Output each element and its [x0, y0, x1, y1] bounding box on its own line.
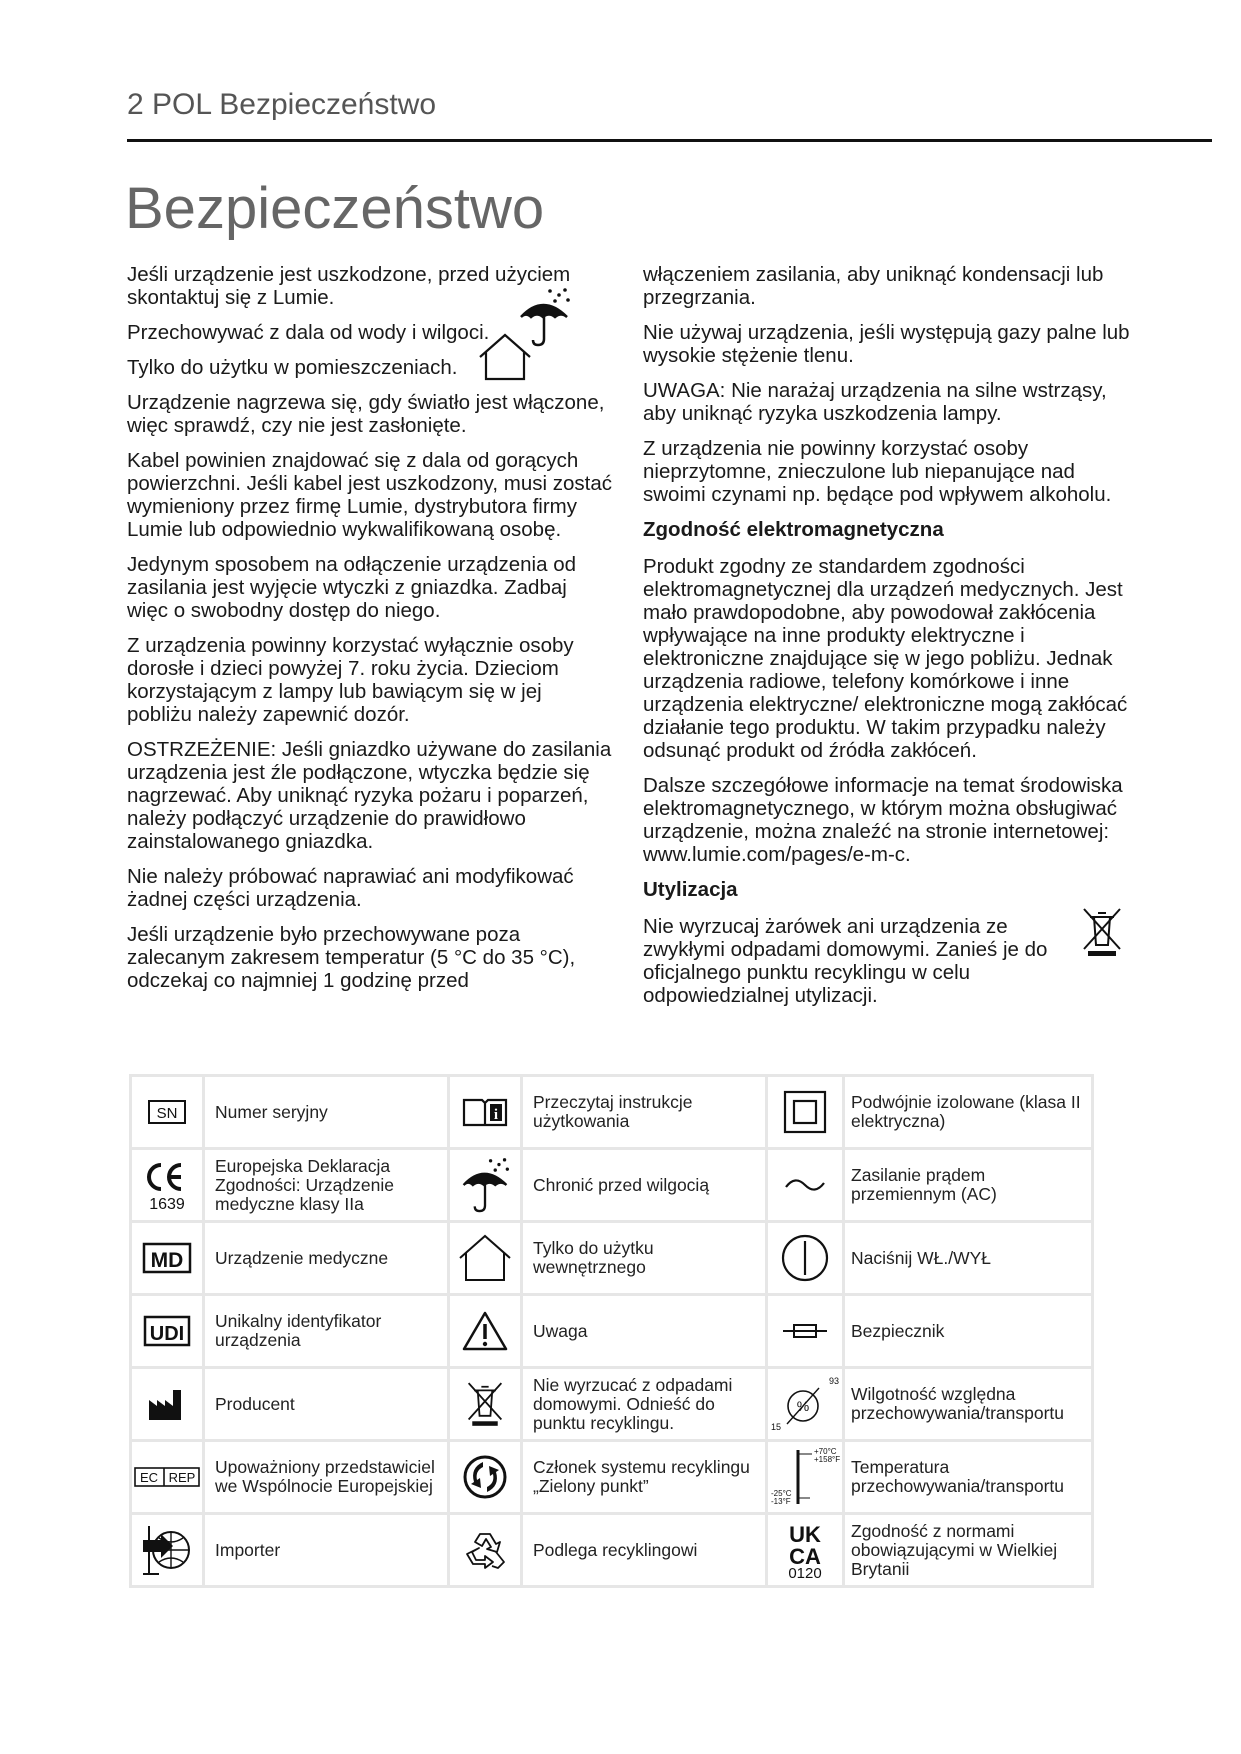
paragraph-text: Przechowywać z dala od wody i wilgoci. — [127, 321, 490, 344]
temp-min-f: -13°F — [771, 1497, 791, 1506]
manufacturer-icon — [147, 1386, 187, 1422]
house-icon — [477, 332, 533, 382]
humidity-min: 15 — [771, 1422, 782, 1432]
symbol-label: Członek systemu recyklingu „Zielony punkt” — [522, 1441, 767, 1514]
symbol-label: Europejska Deklaracja Zgodności: Urządzenie medyczne klasy IIa — [204, 1149, 449, 1222]
temp-min-c: -25°C — [771, 1489, 792, 1498]
paragraph: Urządzenie nagrzewa się, gdy światło jest włączone, więc sprawdź, czy nie jest zasłonięte. — [127, 391, 605, 437]
paragraph — [127, 321, 612, 344]
symbol-cell — [131, 1076, 204, 1149]
table-row — [131, 1222, 1093, 1295]
symbol-label: Unikalny identyfikator urządzenia — [204, 1295, 449, 1368]
symbol-cell — [767, 1514, 844, 1587]
paragraph: włączeniem zasilania, aby uniknąć kondensacji lub przegrzania. — [643, 263, 1104, 309]
paragraph: OSTRZEŻENIE: Jeśli gniazdko używane do zasilania urządzenia jest źle podłączone, wtyczka będzie się nagrzewać. Aby uniknąć ryzyka pożaru i poparzeń, należy podłączyć urządzenie do prawidłowo zainstalowanego gniazdka. — [127, 738, 612, 853]
section-heading-emc: Zgodność elektromagnetyczna — [643, 518, 944, 541]
paragraph: Kabel powinien znajdować się z dala od gorących powierzchni. Jeśli kabel jest uszkodzony, musi zostać wymieniony przez firmę Lumie, dystrybutora firmy Lumie lub odpowiednio wykwalifikowaną osobę. — [127, 449, 612, 541]
symbol-label: Nie wyrzucać z odpadami domowymi. Odnieść do punktu recyklingu. — [522, 1368, 767, 1441]
paragraph: Dalsze szczegółowe informacje na temat środowiska elektromagnetycznego, w którym można obsługiwać urządzenie, można znaleźć na stronie internetowej: www.lumie.com/pages/e-m-c. — [643, 774, 1123, 866]
paragraph: UWAGA: Nie narażaj urządzenia na silne wstrząsy, aby uniknąć ryzyka uszkodzenia lampy. — [643, 379, 1107, 425]
symbol-label: Temperatura przechowywania/transportu — [844, 1441, 1093, 1514]
symbol-label: Producent — [204, 1368, 449, 1441]
symbol-label: Chronić przed wilgocią — [522, 1149, 767, 1222]
serial-number-icon — [147, 1099, 187, 1125]
table-row — [131, 1368, 1093, 1441]
right-column — [643, 263, 1143, 1019]
humidity-max: 93 — [828, 1376, 839, 1386]
table-row — [131, 1295, 1093, 1368]
page-title: Bezpieczeństwo — [125, 176, 545, 241]
symbol-label: Tylko do użytku wewnętrznego — [522, 1222, 767, 1295]
symbols-table — [129, 1074, 1094, 1588]
ukca-mark-icon — [780, 1520, 830, 1580]
section-heading-disposal: Utylizacja — [643, 878, 738, 901]
symbol-label: Urządzenie medyczne — [204, 1222, 449, 1295]
medical-device-icon — [142, 1242, 192, 1274]
md-mark: MD — [150, 1249, 184, 1272]
symbol-cell — [131, 1295, 204, 1368]
weee-bin-icon — [465, 1378, 505, 1430]
house-icon — [457, 1232, 513, 1284]
read-instructions-icon — [461, 1095, 509, 1129]
ce-mark-icon — [137, 1157, 197, 1213]
page-header: 2 POL Bezpieczeństwo — [127, 88, 437, 121]
sn-mark: SN — [156, 1105, 178, 1122]
table-row — [131, 1514, 1093, 1587]
symbol-label: Importer — [204, 1514, 449, 1587]
table-row — [131, 1441, 1093, 1514]
table-row — [131, 1149, 1093, 1222]
paragraph: Jeśli urządzenie jest uszkodzone, przed użyciem skontaktuj się z Lumie. — [127, 263, 571, 309]
ukca-number: 0120 — [788, 1565, 822, 1580]
symbol-cell — [767, 1222, 844, 1295]
paragraph: Produkt zgodny ze standardem zgodności elektromagnetycznej dla urządzeń medycznych. Jest mało prawdopodobne, aby powodował zakłócenia wpływające na inne produkty elektryczne i elektroniczne znajdujące się w jego pobliżu. Jednak urządzenia radiowe, telefony komórkowe i inne urządzenia elektryczne/ elektroniczne mogą zakłócać działanie tego produktu. W takim przypadku należy odsunąć produkt od źródła zakłóceń. — [643, 555, 1128, 762]
ce-number: 1639 — [149, 1196, 185, 1213]
left-column — [127, 263, 612, 1004]
symbol-label: Upoważniony przedstawiciel we Wspólnocie Europejskiej — [204, 1441, 449, 1514]
paragraph: Nie należy próbować naprawiać ani modyfikować żadnej części urządzenia. — [127, 865, 574, 911]
symbol-cell — [449, 1222, 522, 1295]
temp-max-f: +158°F — [814, 1455, 841, 1464]
fuse-icon — [781, 1322, 829, 1340]
symbol-cell — [449, 1441, 522, 1514]
svg-text:UK: UK — [789, 1522, 821, 1547]
paragraph: Z urządzenia powinny korzystać wyłącznie osoby dorosłe i dzieci powyżej 7. roku życia. Dzieciom korzystającym z lampy lub bawiącym się w jej pobliżu należy zapewnić dozór. — [127, 634, 574, 726]
symbol-label: Uwaga — [522, 1295, 767, 1368]
weee-bin-icon — [1080, 907, 1124, 957]
paragraph: Z urządzenia nie powinny korzystać osoby nieprzytomne, znieczulone lub niepanujące nad swoimi czynami np. będące pod wpływem alkoholu. — [643, 437, 1112, 506]
symbol-cell — [131, 1222, 204, 1295]
symbol-cell — [449, 1076, 522, 1149]
symbol-cell — [131, 1149, 204, 1222]
table-row — [131, 1076, 1093, 1149]
symbol-label: Podlega recyklingowi — [522, 1514, 767, 1587]
double-insulated-icon — [783, 1090, 827, 1134]
paragraph-text: Tylko do użytku w pomieszczeniach. — [127, 356, 458, 379]
recycle-icon — [462, 1528, 508, 1572]
paragraph — [127, 356, 612, 379]
symbol-label: Numer seryjny — [204, 1076, 449, 1149]
rep-mark: REP — [168, 1470, 196, 1485]
symbol-cell — [767, 1441, 844, 1514]
symbol-label: Zgodność z normami obowiązującymi w Wielkiej Brytanii — [844, 1514, 1093, 1587]
green-dot-icon — [462, 1454, 508, 1500]
svg-text:i: i — [493, 1107, 499, 1123]
temp-max-c: +70°C — [814, 1447, 837, 1456]
thermometer-limits-icon — [768, 1446, 842, 1508]
symbol-cell — [131, 1441, 204, 1514]
ec-rep-icon — [134, 1466, 200, 1488]
symbol-cell — [449, 1368, 522, 1441]
udi-icon — [143, 1315, 191, 1347]
symbol-label: Bezpiecznik — [844, 1295, 1093, 1368]
ec-mark: EC — [139, 1470, 159, 1485]
warning-triangle-icon — [461, 1310, 509, 1352]
symbol-cell — [767, 1295, 844, 1368]
paragraph: Jedynym sposobem na odłączenie urządzenia od zasilania jest wyjęcie wtyczki z gniazdka. Zadbaj więc o swobodny dostęp do niego. — [127, 553, 576, 622]
symbol-label: Przeczytaj instrukcje użytkowania — [522, 1076, 767, 1149]
paragraph: Jeśli urządzenie było przechowywane poza zalecanym zakresem temperatur (5 °C do 35 °C), odczekaj co najmniej 1 godzinę przed — [127, 923, 576, 992]
udi-mark: UDI — [149, 1323, 185, 1345]
symbol-label: Naciśnij WŁ./WYŁ — [844, 1222, 1093, 1295]
symbol-label: Podwójnie izolowane (klasa II elektryczna) — [844, 1076, 1093, 1149]
symbol-cell — [767, 1076, 844, 1149]
symbol-cell — [449, 1514, 522, 1587]
symbol-label: Zasilanie prądem przemiennym (AC) — [844, 1149, 1093, 1222]
symbol-cell — [449, 1295, 522, 1368]
paragraph: Nie używaj urządzenia, jeśli występują gazy palne lub wysokie stężenie tlenu. — [643, 321, 1130, 367]
symbol-cell — [767, 1149, 844, 1222]
svg-text:%: % — [796, 1398, 810, 1414]
symbol-cell — [131, 1368, 204, 1441]
umbrella-icon — [458, 1156, 512, 1214]
symbol-cell — [767, 1368, 844, 1441]
paragraph-text: Nie wyrzucaj żarówek ani urządzenia ze zwykłymi odpadami domowymi. Zanieś je do oficjalnego punktu recyklingu w celu odpowiedzialnej utylizacji. — [643, 915, 1048, 1007]
symbol-label: Wilgotność względna przechowywania/transportu — [844, 1368, 1093, 1441]
symbol-cell — [449, 1149, 522, 1222]
paragraph — [643, 915, 1053, 1007]
header-rule — [127, 139, 1212, 142]
power-button-icon — [780, 1233, 830, 1283]
importer-icon — [139, 1522, 195, 1578]
svg-text:CA: CA — [789, 1544, 821, 1569]
ac-wave-icon — [783, 1175, 827, 1195]
symbol-cell — [131, 1514, 204, 1587]
humidity-icon — [769, 1374, 841, 1434]
